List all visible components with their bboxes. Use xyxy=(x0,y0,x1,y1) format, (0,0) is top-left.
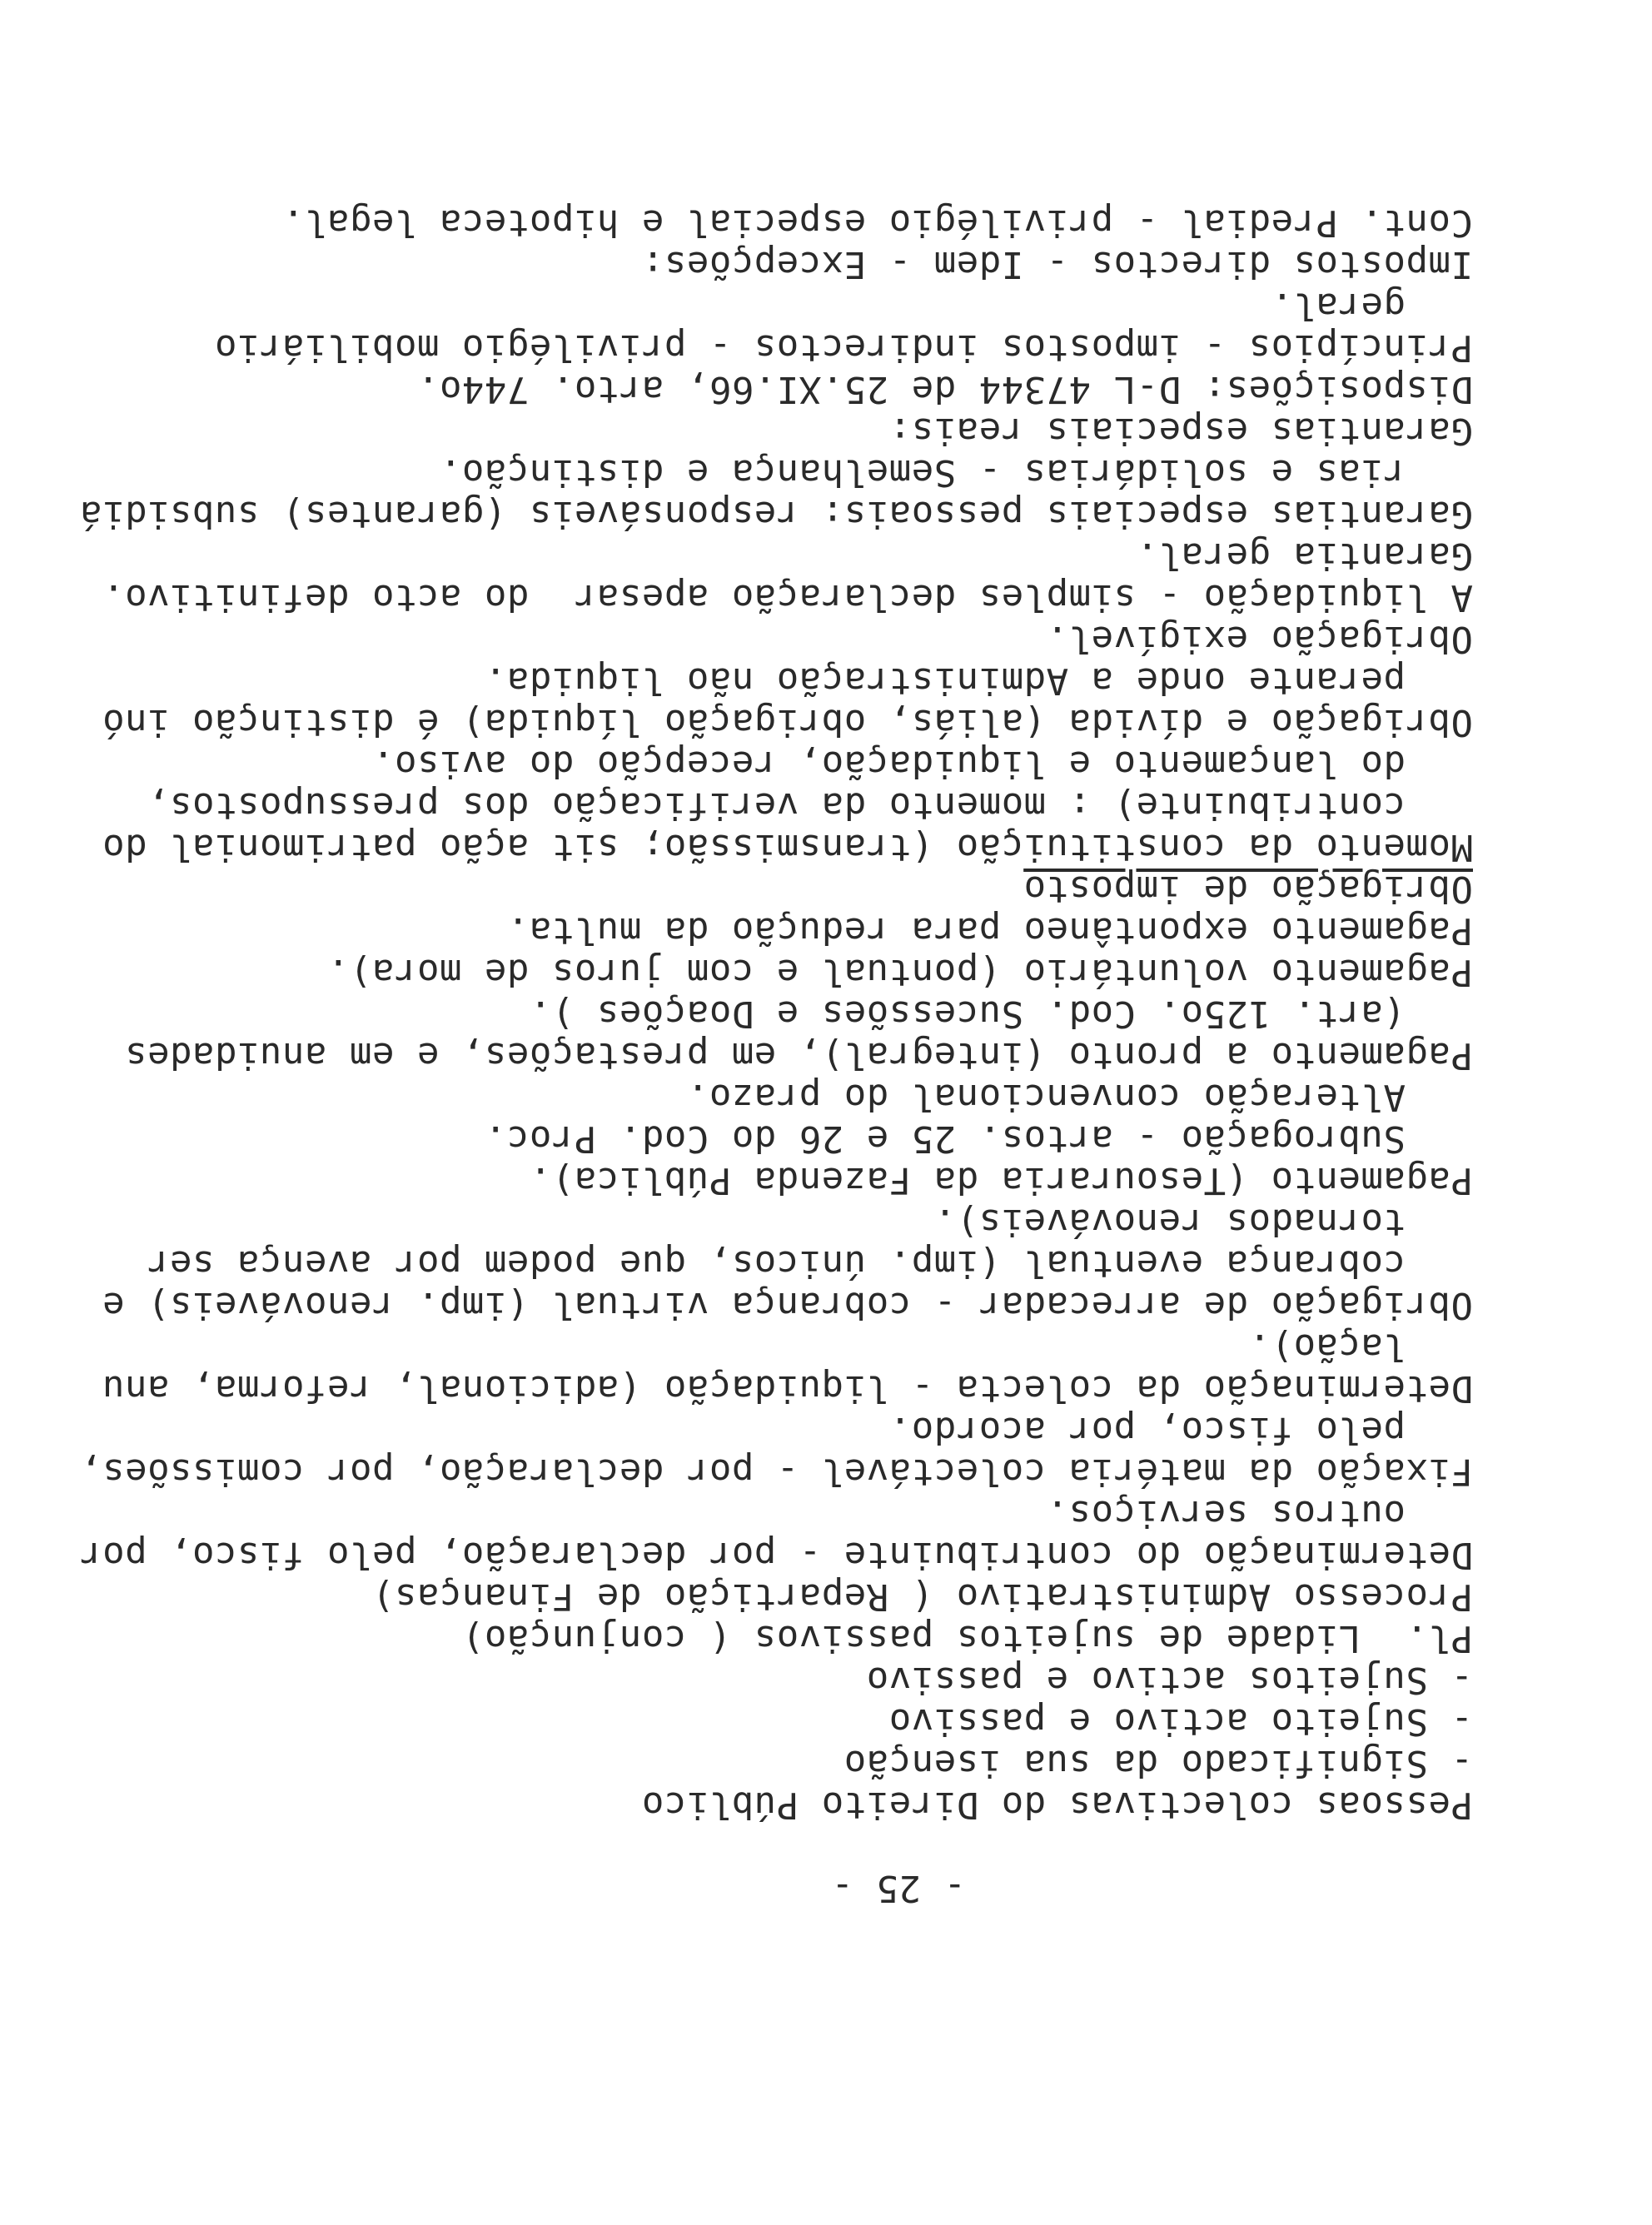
text-line: Impostos directos - Idem - Excepções: xyxy=(641,243,1473,286)
text-line: Processo Administrativo ( Repartição de Finanças) xyxy=(371,1575,1473,1618)
text-line: Pagamento voluntário (pontual e com juros de mora). xyxy=(326,951,1473,993)
text-line: Obrigação de arrecadar - cobrança virtual (imp. renováveis) e xyxy=(102,1284,1473,1327)
text-line: contribuinte) : momento da verificação dos pressupostos, xyxy=(147,784,1473,827)
text-line: pelo fisco, por acordo. xyxy=(888,1409,1473,1451)
text-line: rias e solidárias - Semelhança e distinção. xyxy=(439,451,1473,494)
text-line: outros serviços. xyxy=(1046,1492,1473,1535)
text-line: Determinação do contribuinte - por declaração, pelo fisco, por xyxy=(79,1534,1473,1576)
text-line: (art. 125o. Cod. Sucessões e Doações ). xyxy=(529,993,1473,1035)
text-line: perante onde a Administração não liquida. xyxy=(484,660,1473,702)
page-number: - 25 - xyxy=(831,1867,966,1909)
text-line: Garantia geral. xyxy=(1136,535,1473,577)
text-line: A liquidação - simples declaração apesar do acto definitivo. xyxy=(102,576,1473,619)
text-line: Garantias especiais pessoais: responsáveis (garantes) subsidiá xyxy=(79,493,1473,535)
text-line: Obrigação exigível. xyxy=(1046,618,1473,660)
plural-line: Pl. Lidade de sujeitos passivos ( conjunção) xyxy=(461,1617,1473,1660)
text-line: tornados renováveis). xyxy=(933,1201,1473,1243)
heading-line: Pessoas colectivas do Direito Público xyxy=(641,1784,1473,1826)
section-title: Obrigação de imposto xyxy=(1023,868,1473,910)
text-line: Disposições: D-L 47344 de 25.XI.66, arto. 744o. xyxy=(416,368,1473,411)
document-text xyxy=(79,202,1473,1909)
list-item: - Sujeito activo e passivo xyxy=(888,1700,1473,1743)
text-line: Fixação da matéria colectável - por declaração, por comissões, xyxy=(79,1451,1473,1493)
text-line: Determinação da colecta - liquidação (adicional, reforma, anu xyxy=(102,1367,1473,1410)
text-line: Garantias especiais reais: xyxy=(888,410,1473,452)
text-line: Pagamento a pronto (integral), em prestações, e em anuidades xyxy=(124,1034,1473,1077)
text-line: Cont. Predial - privilégio especial e hipoteca legal. xyxy=(281,202,1473,244)
text-line: geral. xyxy=(1271,285,1473,327)
text-line: do lançamento e liquidação, recepção do aviso. xyxy=(371,743,1473,785)
text-line: Pagamento (Tesouraria da Fazenda Pública). xyxy=(529,1159,1473,1202)
text-line: lação). xyxy=(1248,1326,1473,1368)
list-item: - Sujeitos activo e passivo xyxy=(866,1659,1473,1701)
text-line: cobrança eventual (imp. únicos, que podem por avença ser xyxy=(147,1242,1473,1285)
list-item: - Significado da sua isenção xyxy=(843,1742,1473,1784)
text-line: Momento da constituição (transmissão; sit ação patrimonial do xyxy=(102,826,1473,869)
text-line: Subrogação - artos. 25 e 26 do Cod. Proc. xyxy=(484,1117,1473,1160)
text-line: Obrigação e dívida (aliás, obrigação líquida) é distinção inó xyxy=(102,701,1473,744)
text-line: Alteração convencional do prazo. xyxy=(686,1076,1473,1118)
text-line: Princípios - impostos indirectos - privilégio mobiliário xyxy=(214,326,1473,369)
text-line: Pagamento expontâneo para redução da multa. xyxy=(506,909,1473,952)
